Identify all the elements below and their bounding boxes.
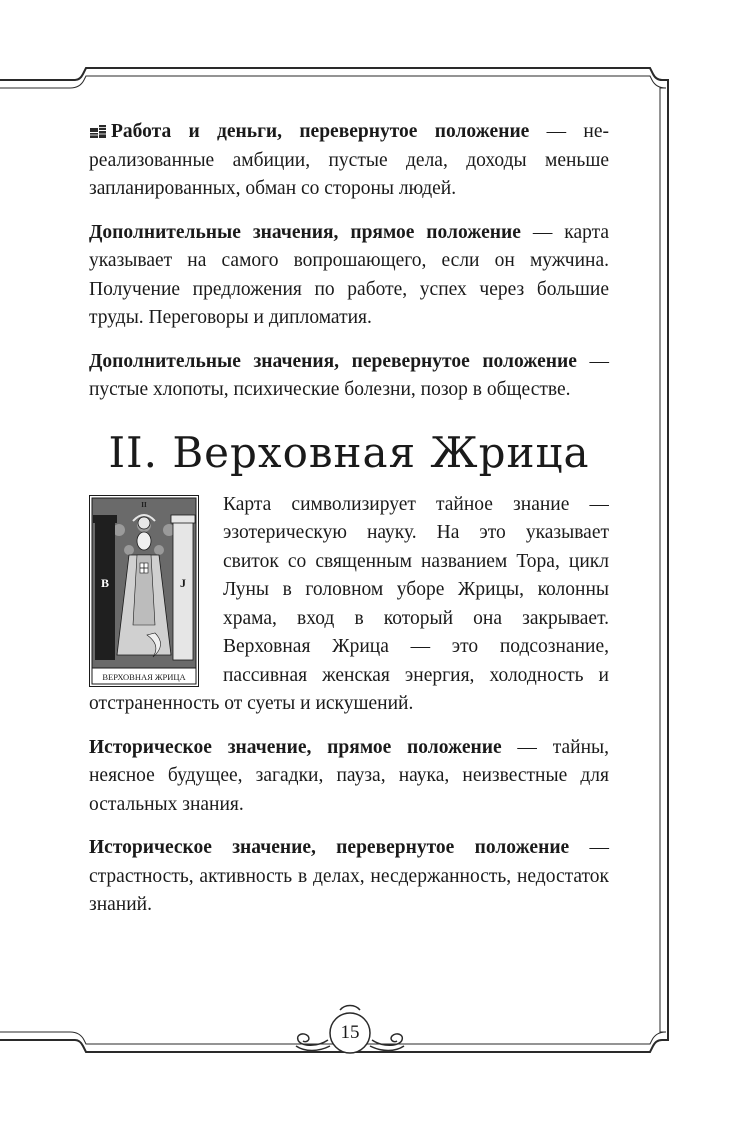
paragraph-text: — карта указывает на самого вопрошающего, если он мужчина. Получение предложения по работе, успех через большие труды. Переговоры и дипломатия. — [89, 221, 610, 328]
paragraph-extra-upright — [89, 219, 609, 333]
paragraph-text: — нереализованные амбиции, пустые дела, доходы меньше запланированных, обман со стороны людей. — [89, 121, 609, 199]
card-number: II — [141, 500, 147, 509]
coins-icon — [89, 123, 107, 139]
paragraph-heading: Работа и деньги, перевернутое положение — [111, 121, 530, 142]
card-description: Карта символизирует тайное знание — эзотерическую науку. На это указывает свиток со священным названием Тора, цикл Луны в головном уборе Жрицы, колонны храма, вход в который она закрывает. Верховная Жрица — это подсознание, пассивная женская энергия, холодность и отстраненность от суеты и искушений. — [89, 493, 609, 714]
card-name: ВЕРХОВНАЯ ЖРИЦА — [102, 671, 186, 682]
paragraph-heading: Дополнительные значения, прямое положение — [89, 221, 521, 243]
paragraph-historical-reversed — [89, 834, 609, 920]
paragraph-text: — пустые хлопоты, психические болезни, позор в обществе. — [89, 350, 610, 400]
paragraph-text: — тайны, неясное будущее, загадки, пауза, наука, неизвестные для остальных знания. — [89, 736, 609, 815]
paragraph-text: — страстность, активность в делах, несдержанность, недостаток знаний. — [89, 837, 610, 915]
paragraph-extra-reversed — [89, 348, 609, 405]
paragraph-heading: Дополнительные значения, перевернутое положение — [89, 350, 577, 372]
paragraph-work-money-reversed — [89, 118, 609, 204]
tarot-card-high-priestess — [89, 495, 199, 687]
paragraph-heading: Историческое значение, перевернутое положение — [89, 837, 570, 858]
chapter-title: II. Верховная Жрица — [108, 427, 590, 477]
page-number: 15 — [340, 1022, 360, 1043]
pillar-b-label: B — [100, 575, 110, 590]
card-section — [89, 491, 609, 719]
page-content — [89, 118, 609, 935]
paragraph-heading: Историческое значение, прямое положение — [89, 736, 502, 758]
paragraph-historical-upright — [89, 734, 609, 820]
pillar-j-label: J — [180, 575, 186, 590]
